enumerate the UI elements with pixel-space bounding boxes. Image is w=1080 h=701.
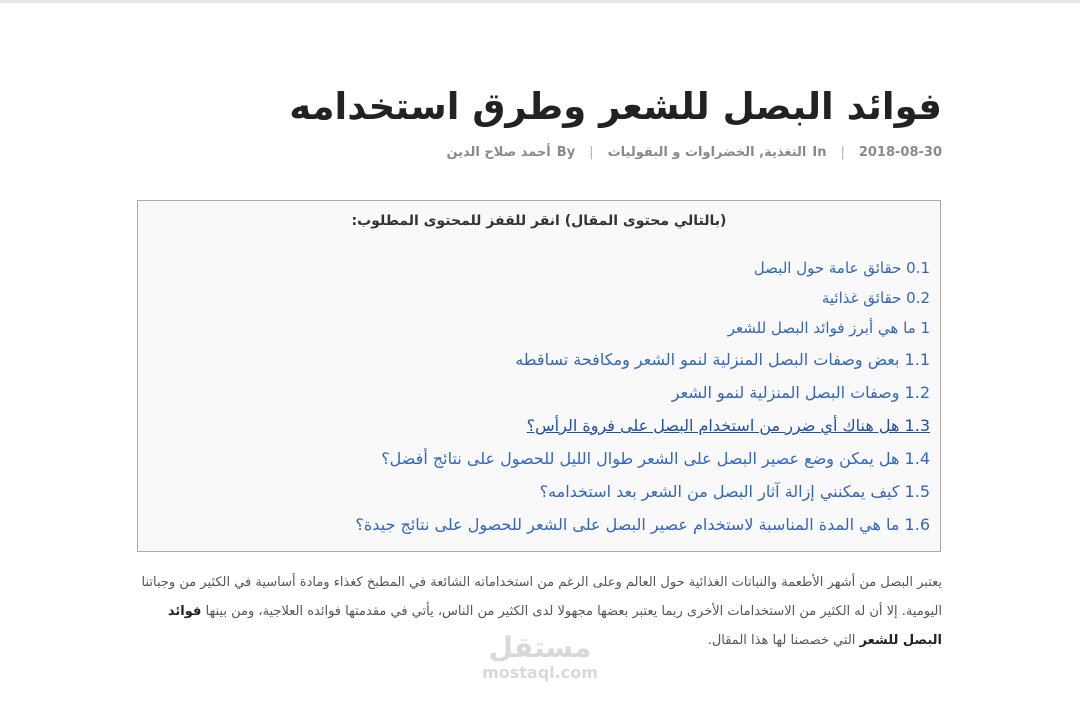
watermark-latin: mostaql.com <box>482 663 598 682</box>
author-name[interactable]: أحمد صلاح الدين <box>446 145 551 160</box>
table-of-contents <box>137 200 941 552</box>
meta-separator: | <box>589 145 594 160</box>
toc-link[interactable]: 0.2 حقائق غذائية <box>821 289 930 307</box>
post-date: 2018-08-30 <box>858 145 942 160</box>
toc-link[interactable]: 1.4 هل يمكن وضع عصير البصل على الشعر طوال الليل للحصول على نتائج أفضل؟ <box>381 449 930 468</box>
meta-separator: | <box>840 145 845 160</box>
by-label: By <box>556 145 576 160</box>
category-links[interactable]: التغذية, الخضراوات و البقوليات <box>607 145 807 160</box>
paragraph-text: يعتبر البصل من أشهر الأطعمة والنباتات الغذائية حول العالم وعلى الرغم من استخداماته الشائعة في المطبخ كغذاء ومادة أساسية في الكثير من وجباتنا اليومية. إلا أن له الكثير من الاستخدامات الأخرى ربما يعتبر بعضها مجهولا لدى الكثير من الناس، يأتي في مقدمتها فوائده العلاجية، ومن بينها <box>141 575 942 619</box>
toc-link-hovered[interactable]: 1.3 هل هناك أي ضرر من استخدام البصل على فروة الرأس؟ <box>526 416 930 435</box>
toc-link[interactable]: 1 ما هي أبرز فوائد البصل للشعر <box>727 319 930 337</box>
paragraph-text-end: التي خصصنا لها هذا المقال. <box>707 633 860 648</box>
paragraph-bold-keyword: فوائد البصل للشعر <box>167 604 942 648</box>
toc-link[interactable]: 1.2 وصفات البصل المنزلية لنمو الشعر <box>671 383 930 402</box>
post-meta <box>446 145 942 160</box>
toc-title: (بالتالي محتوى المقال) انقر للقفز للمحتوى المطلوب: <box>351 213 727 229</box>
page-title: فوائد البصل للشعر وطرق استخدامه <box>289 85 942 128</box>
toc-link[interactable]: 1.6 ما هي المدة المناسبة لاستخدام عصير البصل على الشعر للحصول على نتائج جيدة؟ <box>355 515 930 534</box>
article-paragraph <box>136 568 942 655</box>
toc-link[interactable]: 1.5 كيف يمكنني إزالة آثار البصل من الشعر بعد استخدامه؟ <box>539 482 930 501</box>
in-label: In <box>812 145 827 160</box>
toc-list <box>355 253 930 541</box>
toc-link[interactable]: 0.1 حقائق عامة حول البصل <box>753 259 930 277</box>
toc-link[interactable]: 1.1 بعض وصفات البصل المنزلية لنمو الشعر ومكافحة تساقطه <box>515 350 930 369</box>
watermark-arabic: مستقل <box>488 631 592 664</box>
